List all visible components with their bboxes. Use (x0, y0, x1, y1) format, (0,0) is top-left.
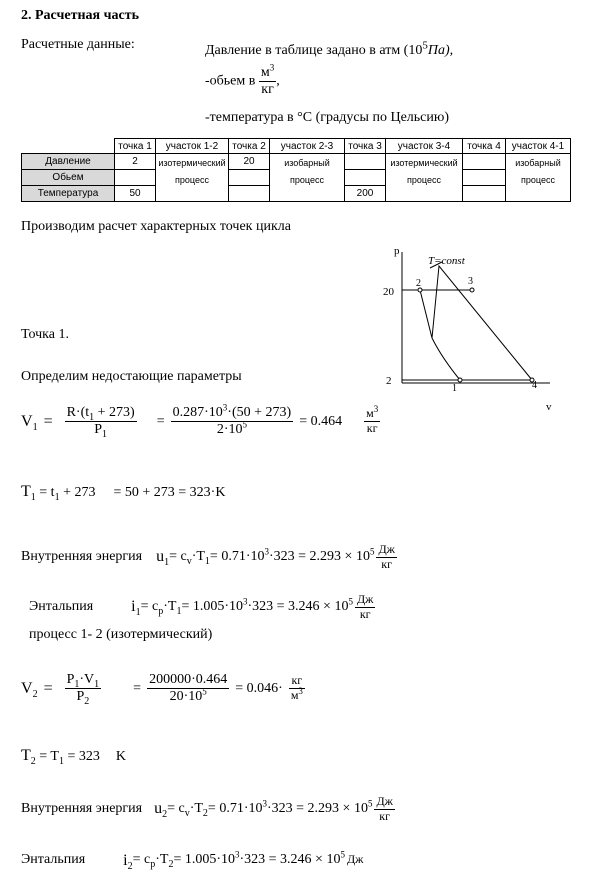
table-cell (463, 170, 506, 186)
table-row (22, 154, 571, 170)
i1-label: Энтальпия (29, 599, 94, 615)
given-data-table (21, 138, 571, 202)
table-cell (345, 154, 386, 170)
process-12-heading: процесс 1- 2 (изотермический) (29, 627, 213, 642)
v-axis-label: v (546, 401, 552, 413)
point-3-label: 3 (468, 276, 473, 287)
table-header: участок 4-1 (506, 139, 571, 154)
row-label: Давление (22, 154, 115, 170)
t1-equation: $T_1 = t_1 + 273 = 50 + 273 = 323\cdot K$ (21, 483, 226, 504)
u2-label: Внутренняя энергия (21, 801, 143, 817)
pressure-note: Давление в таблице задано в атм $(10^5Па)$, (205, 39, 454, 58)
v1-equation: $V_1$ = $\frac{R\cdot(t_1 + 273)}{P_1}$ = $\frac{0.287\cdot 10^3\cdot(50 + 273)}{2\cdot 10^5}$ = 0.464 $\frac{м^3}{кг}$ (21, 402, 379, 440)
u2-unit-fraction: $\frac{Дж}{кг}$ (376, 794, 393, 823)
temperature-note: -температура в °С (градусы по Цельсию) (205, 110, 449, 125)
process-cell: изобарный процесс (506, 154, 571, 202)
v2-numeric-fraction: $\frac{200000\cdot 0.464}{20\cdot 10^5}$ (149, 672, 228, 705)
v2-equation: $V_2$ = $\frac{P_1\cdot V_1}{P_2}$ = $\frac{200000\cdot 0.464}{20\cdot 10^5}$ = 0.046· $\frac{кг}{м^3}$ (21, 672, 303, 707)
u1-unit-fraction: $\frac{Дж}{кг}$ (378, 542, 395, 571)
t2-equation: $T_2 = T_1 = 323$ K (21, 747, 127, 768)
point-1-marker (458, 378, 462, 382)
v1-numeric-fraction: $\frac{0.287\cdot 10^3\cdot(50 + 273)}{2\cdot 10^5}$ (172, 402, 292, 438)
p-low-label: 2 (386, 375, 392, 387)
row-label: Обьем (22, 170, 115, 186)
table-cell: 200 (345, 186, 386, 202)
process-cell: изобарный процесс (270, 154, 345, 202)
table-cell (229, 186, 270, 202)
find-params-text: Определим недостающие параметры (21, 369, 242, 384)
u2-equation: Внутренняя энергия $u_2$ = $c_v\cdot T_2$ = $0.71\cdot 10^3\cdot 323 = 2.293 \times 10^5$ $\frac{Дж}{кг}$ (21, 794, 393, 823)
table-header: точка 4 (463, 139, 506, 154)
table-cell: 2 (115, 154, 156, 170)
table-cell: 20 (229, 154, 270, 170)
row-label: Температура (22, 186, 115, 202)
point-1-label: 1 (452, 383, 457, 394)
table-cell (345, 170, 386, 186)
section-title: 2. Расчетная часть (21, 8, 140, 23)
point-1-heading: Точка 1. (21, 327, 69, 342)
v1-formula-fraction: $\frac{R\cdot(t_1 + 273)}{P_1}$ (66, 405, 135, 440)
p-axis-label: p (394, 245, 400, 257)
i2-equation: Энтальпия $i_2$ = $c_p\cdot T_2$ = $1.005\cdot 10^3\cdot 323 = 3.246 \times 10^5$ Дж (21, 849, 364, 872)
table-header: участок 3-4 (386, 139, 463, 154)
table-cell: 50 (115, 186, 156, 202)
v2-unit-fraction: $\frac{кг}{м^3}$ (290, 673, 303, 703)
v1-unit-fraction: $\frac{м^3}{кг}$ (366, 404, 379, 436)
table-header: участок 1-2 (156, 139, 229, 154)
u1-label: Внутренняя энергия (21, 549, 143, 565)
given-data-label: Расчетные данные: (21, 37, 135, 52)
i1-unit-fraction: $\frac{Дж}{кг}$ (356, 592, 374, 621)
cycle-curve-upper (420, 266, 532, 380)
process-cell: изотермический процесс (156, 154, 229, 202)
volume-note: -обьем в $\frac{м^3}{кг}$ , (205, 62, 280, 98)
i2-label: Энтальпия (21, 852, 86, 867)
table-header-row (22, 139, 571, 154)
point-2-label: 2 (416, 278, 421, 289)
u1-equation: Внутренняя энергия $u_1$ = $c_v\cdot T_1$ = $0.71\cdot 10^3\cdot 323 = 2.293 \times 10^5$ $\frac{Дж}{кг}$ (21, 542, 395, 571)
point-3-marker (470, 288, 474, 292)
p-high-label: 20 (383, 286, 394, 298)
i2-unit-num: Дж (346, 852, 364, 866)
pv-diagram (372, 238, 562, 416)
table-cell (229, 170, 270, 186)
isotherm-annotation: T=const (428, 255, 465, 267)
cycle-curve-lower (432, 338, 460, 380)
table-cell (463, 154, 506, 170)
table-cell (115, 170, 156, 186)
point-4-label: 4 (532, 380, 537, 391)
process-cell: изотермический процесс (386, 154, 463, 202)
calc-intro: Производим расчет характерных точек цикла (21, 219, 291, 234)
table-header: точка 1 (115, 139, 156, 154)
i1-equation: Энтальпия $i_1$ = $c_p\cdot T_1$ = $1.005\cdot 10^3\cdot 323 = 3.246 \times 10^5$ $\frac{Дж}{кг}$ (29, 592, 374, 621)
volume-unit-fraction: $\frac{м^3}{кг}$ (260, 62, 275, 98)
table-header: точка 3 (345, 139, 386, 154)
table-header: участок 2-3 (270, 139, 345, 154)
table-cell (463, 186, 506, 202)
v2-formula-fraction: $\frac{P_1\cdot V_1}{P_2}$ (66, 672, 100, 707)
table-header: точка 2 (229, 139, 270, 154)
